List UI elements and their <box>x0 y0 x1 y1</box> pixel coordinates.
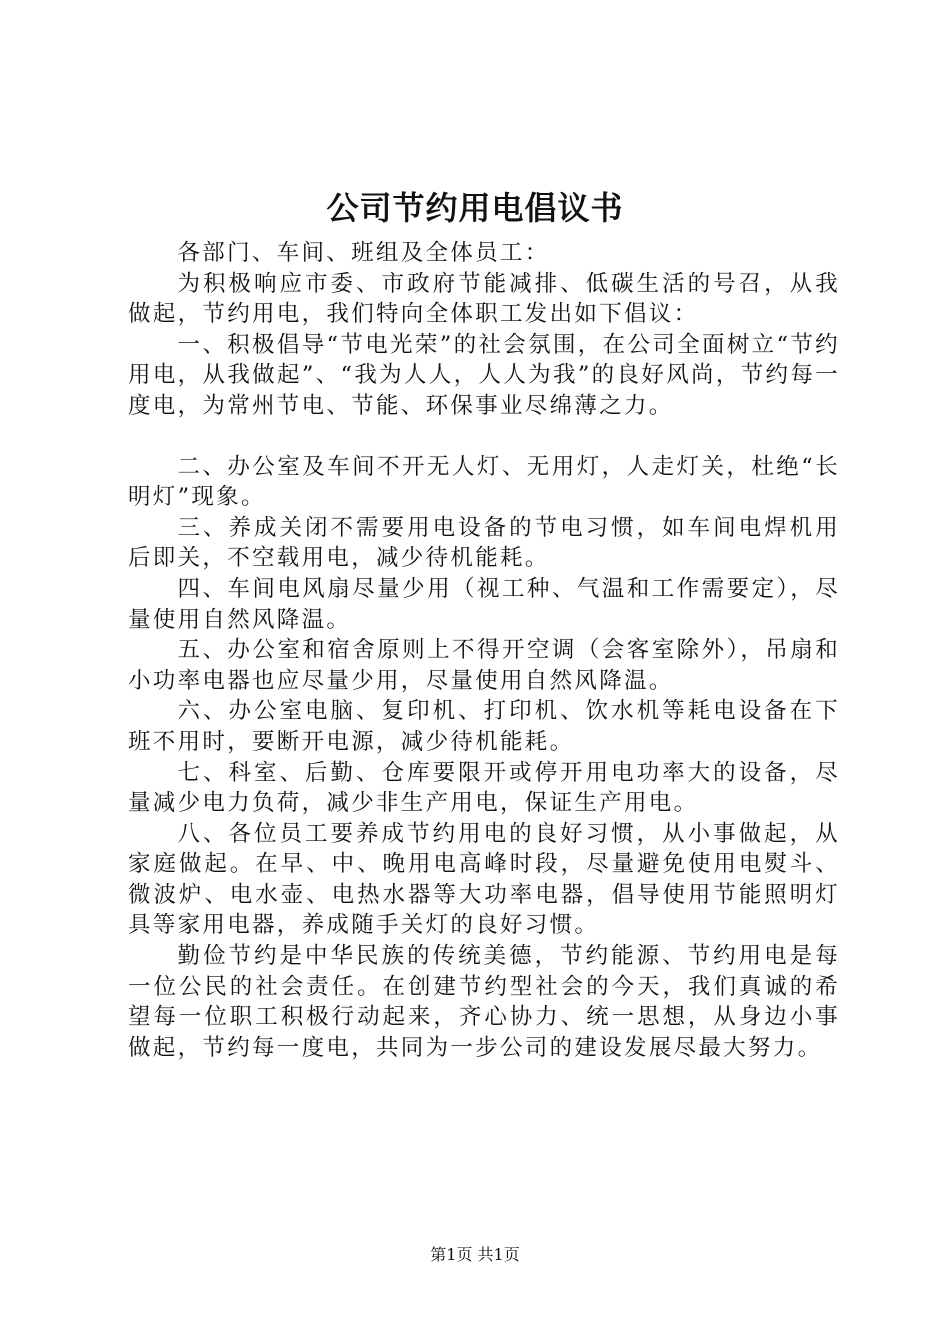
paragraph-item-2: 二、办公室及车间不开无人灯、无用灯，人走灯关，杜绝“长明灯”现象。 <box>128 453 840 511</box>
paragraph-closing: 勤俭节约是中华民族的传统美德，节约能源、节约用电是每一位公民的社会责任。在创建节约型社会的今天，我们真诚的希望每一位职工积极行动起来，齐心协力、统一思想，从身边小事做起，节约每一度电，共同为一步公司的建设发展尽最大努力。 <box>128 943 840 1061</box>
salutation: 各部门、车间、班组及全体员工： <box>177 240 550 266</box>
paragraph-item-8: 八、各位员工要养成节约用电的良好习惯，从小事做起，从家庭做起。在早、中、晚用电高峰时段，尽量避免使用电熨斗、微波炉、电水壶、电热水器等大功率电器，倡导使用节能照明灯具等家用电器，养成随手关灯的良好习惯。 <box>128 820 840 939</box>
paragraph-item-6: 六、办公室电脑、复印机、打印机、饮水机等耗电设备在下班不用时，要断开电源，减少待机能耗。 <box>128 698 840 755</box>
document-body <box>128 238 840 1063</box>
paragraph-item-1: 一、积极倡导“节电光荣”的社会氛围，在公司全面树立“节约用电，从我做起”、“我为人人，人人为我”的良好风尚，节约每一度电，为常州节电、节能、环保事业尽绵薄之力。 <box>128 331 840 419</box>
page-indicator: 第1页 共1页 <box>430 1245 520 1264</box>
paragraph-item-5: 五、办公室和宿舍原则上不得开空调（会客室除外），吊扇和小功率电器也应尽量少用，尽量使用自然风降温。 <box>128 637 840 694</box>
document-title: 公司节约用电倡议书 <box>326 189 624 227</box>
paragraph-item-3: 三、养成关闭不需要用电设备的节电习惯，如车间电焊机用后即关，不空载用电，减少待机能耗。 <box>128 514 840 572</box>
paragraph-item-4: 四、车间电风扇尽量少用（视工种、气温和工作需要定），尽量使用自然风降温。 <box>128 575 840 633</box>
paragraph-item-7: 七、科室、后勤、仓库要限开或停开用电功率大的设备，尽量减少电力负荷，减少非生产用电，保证生产用电。 <box>128 759 840 817</box>
paragraph-intro: 为积极响应市委、市政府节能减排、低碳生活的号召，从我做起，节约用电，我们特向全体职工发出如下倡议： <box>128 270 840 328</box>
